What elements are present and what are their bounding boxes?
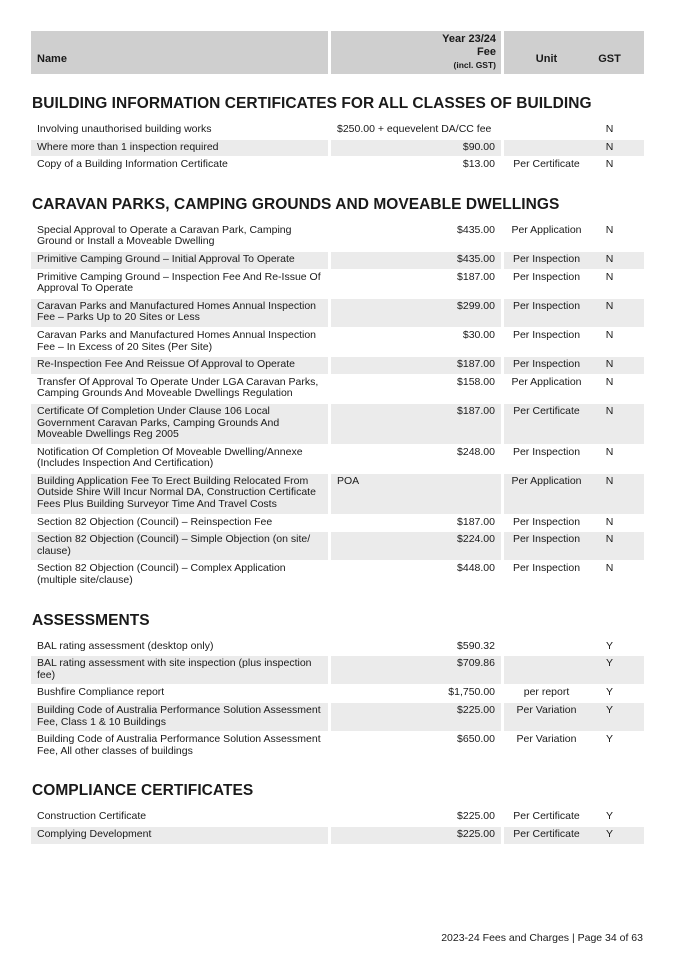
fee-amount: $435.00	[457, 223, 495, 236]
fees-page	[31, 31, 644, 865]
fee-name: BAL rating assessment with site inspection (plus inspection fee)	[31, 656, 328, 684]
table-row	[31, 703, 644, 731]
fee-unit: per report	[523, 686, 570, 699]
fee-unit: Per Inspection	[504, 299, 589, 327]
fee-gst: Y	[589, 656, 644, 684]
fee-amount: $225.00	[331, 827, 501, 844]
fee-gst: N	[605, 158, 614, 171]
fee-amount: POA	[331, 474, 501, 514]
fee-gst: Y	[589, 703, 644, 731]
table-row	[31, 685, 644, 702]
header-gst: GST	[589, 31, 644, 74]
fee-table	[31, 639, 644, 761]
table-row	[31, 375, 644, 403]
fee-amount: $187.00	[331, 357, 501, 374]
fee-name: Building Code of Australia Performance Solution Assessment Fee, Class 1 & 10 Buildings	[31, 703, 328, 731]
fee-amount: $158.00	[457, 375, 495, 388]
fee-unit	[504, 639, 589, 656]
fee-unit: Per Variation	[516, 733, 577, 746]
section-title: BUILDING INFORMATION CERTIFICATES FOR ALL CLASSES OF BUILDING	[32, 95, 592, 112]
fee-unit	[504, 656, 589, 684]
fee-amount: $448.00	[457, 562, 495, 575]
fee-unit: Per Certificate	[504, 827, 589, 844]
fee-name: Notification Of Completion Of Moveable Dwelling/Annexe (Includes Inspection And Certification)	[37, 445, 303, 470]
fee-amount: $299.00	[331, 299, 501, 327]
section-title: COMPLIANCE CERTIFICATES	[32, 782, 254, 800]
sections-container	[31, 94, 644, 844]
section-title: CARAVAN PARKS, CAMPING GROUNDS AND MOVEABLE DWELLINGS	[32, 195, 560, 213]
fee-name: Complying Development	[31, 827, 328, 844]
fee-name: Caravan Parks and Manufactured Homes Annual Inspection Fee – Parks Up to 20 Sites or Less	[31, 299, 328, 327]
fee-amount: $1,750.00	[448, 686, 495, 699]
table-row	[31, 299, 644, 327]
fee-gst: Y	[605, 686, 613, 699]
header-fee-note: (incl. GST)	[453, 60, 496, 70]
fee-unit: Per Inspection	[504, 532, 589, 560]
fee-name: Section 82 Objection (Council) – Reinspection Fee	[37, 515, 273, 528]
fee-unit: Per Application	[504, 474, 589, 514]
table-row	[31, 252, 644, 269]
fee-name: Where more than 1 inspection required	[31, 140, 328, 157]
page-footer: 2023-24 Fees and Charges | Page 34 of 63	[441, 932, 643, 944]
fee-unit: Per Application	[511, 223, 582, 236]
fee-name: Section 82 Objection (Council) – Complex Application (multiple site/clause)	[37, 562, 286, 587]
fee-gst: N	[589, 357, 644, 374]
table-row	[31, 809, 644, 826]
table-row	[31, 515, 644, 532]
fee-name: Construction Certificate	[37, 810, 147, 823]
fee-name: Bushfire Compliance report	[37, 686, 165, 699]
fee-name: Building Code of Australia Performance Solution Assessment Fee, All other classes of buildings	[37, 733, 321, 757]
header-unit: Unit	[504, 31, 589, 74]
fee-name: Transfer Of Approval To Operate Under LGA Caravan Parks, Camping Grounds And Moveable Dwellings Regulation	[37, 375, 319, 400]
table-row	[31, 827, 644, 844]
fee-gst: N	[589, 140, 644, 157]
header-fee	[331, 31, 501, 74]
table-row	[31, 445, 644, 473]
fee-name: Re-Inspection Fee And Reissue Of Approval to Operate	[31, 357, 328, 374]
fee-gst: N	[589, 532, 644, 560]
header-fee-year: Year 23/24	[442, 33, 496, 45]
fee-unit: Per Inspection	[512, 328, 581, 341]
fee-amount: $250.00 + equevelent DA/CC fee	[337, 123, 492, 135]
fee-name: Primitive Camping Ground – Inspection Fee And Re-Issue Of Approval To Operate	[37, 270, 321, 295]
fee-unit: Per Application	[511, 375, 582, 388]
fee-amount: $187.00	[457, 515, 495, 528]
table-row	[31, 532, 644, 560]
fee-gst: Y	[605, 810, 613, 823]
fee-name: Caravan Parks and Manufactured Homes Annual Inspection Fee – In Excess of 20 Sites (Per Site)	[37, 328, 316, 353]
fee-gst: N	[605, 223, 614, 236]
fee-gst: N	[589, 299, 644, 327]
fee-unit: Per Variation	[504, 703, 589, 731]
table-header	[31, 31, 644, 74]
header-name: Name	[31, 31, 328, 74]
fee-amount: $590.32	[457, 639, 495, 652]
fee-name: Copy of a Building Information Certificate	[37, 158, 228, 171]
fee-gst: Y	[605, 733, 613, 746]
fee-amount: $187.00	[457, 270, 495, 283]
fee-gst: N	[605, 515, 614, 528]
fee-unit: Per Inspection	[512, 270, 581, 283]
fee-gst: N	[589, 252, 644, 269]
fee-amount: $30.00	[462, 328, 495, 341]
table-row	[31, 328, 644, 356]
header-fee-label: Fee	[477, 46, 496, 58]
fee-gst: N	[605, 562, 614, 575]
fee-name: Section 82 Objection (Council) – Simple Objection (on site/ clause)	[31, 532, 328, 560]
table-row	[31, 223, 644, 251]
fee-amount: $224.00	[331, 532, 501, 560]
fee-unit: Per Inspection	[504, 252, 589, 269]
table-row	[31, 157, 644, 174]
fee-unit: Per Inspection	[512, 562, 581, 575]
fee-amount: $187.00	[331, 404, 501, 444]
fee-gst: N	[589, 404, 644, 444]
fee-unit: Per Inspection	[512, 515, 581, 528]
fee-amount: $225.00	[457, 810, 495, 823]
fee-name: Special Approval to Operate a Caravan Park, Camping Ground or Install a Moveable Dwelling	[37, 223, 292, 248]
fee-amount: $13.00	[462, 158, 495, 171]
table-row	[31, 357, 644, 374]
fee-unit: Per Inspection	[512, 445, 581, 458]
fee-amount: $709.86	[331, 656, 501, 684]
fee-name: Primitive Camping Ground – Initial Approval To Operate	[31, 252, 328, 269]
table-row	[31, 639, 644, 656]
table-row	[31, 732, 644, 760]
fee-unit	[504, 140, 589, 157]
table-row	[31, 404, 644, 444]
fee-unit: Per Inspection	[504, 357, 589, 374]
fee-name: Building Application Fee To Erect Building Relocated From Outside Shire Will Incur Normal DA, Construction Certificate Fees Plus Building Surveyor Time And Travel Costs	[31, 474, 328, 514]
table-row	[31, 474, 644, 514]
fee-amount: $90.00	[331, 140, 501, 157]
fee-unit: Per Certificate	[513, 158, 580, 171]
fee-unit: Per Certificate	[504, 404, 589, 444]
fee-gst: N	[605, 270, 614, 283]
fee-gst: N	[589, 474, 644, 514]
section-title: ASSESSMENTS	[32, 611, 150, 629]
fee-gst: N	[605, 123, 614, 135]
table-row	[31, 270, 644, 298]
fee-name: Certificate Of Completion Under Clause 106 Local Government Caravan Parks, Camping Grounds And Moveable Dwellings Reg 2005	[31, 404, 328, 444]
table-row	[31, 140, 644, 157]
table-row	[31, 122, 644, 139]
fee-amount: $225.00	[331, 703, 501, 731]
fee-amount: $248.00	[457, 445, 495, 458]
fee-table	[31, 122, 644, 174]
fee-unit: Per Certificate	[513, 810, 580, 823]
fee-name: Involving unauthorised building works	[37, 123, 212, 135]
fee-gst: N	[605, 375, 614, 388]
fee-table	[31, 223, 644, 590]
fee-amount: $650.00	[457, 733, 495, 746]
fee-name: BAL rating assessment (desktop only)	[37, 639, 214, 652]
fee-unit	[504, 122, 589, 139]
fee-gst: N	[605, 445, 614, 458]
fee-gst: N	[605, 328, 614, 341]
table-row	[31, 656, 644, 684]
fee-table	[31, 809, 644, 843]
fee-gst: Y	[605, 639, 613, 652]
fee-gst: Y	[589, 827, 644, 844]
fee-amount: $435.00	[331, 252, 501, 269]
table-row	[31, 561, 644, 589]
